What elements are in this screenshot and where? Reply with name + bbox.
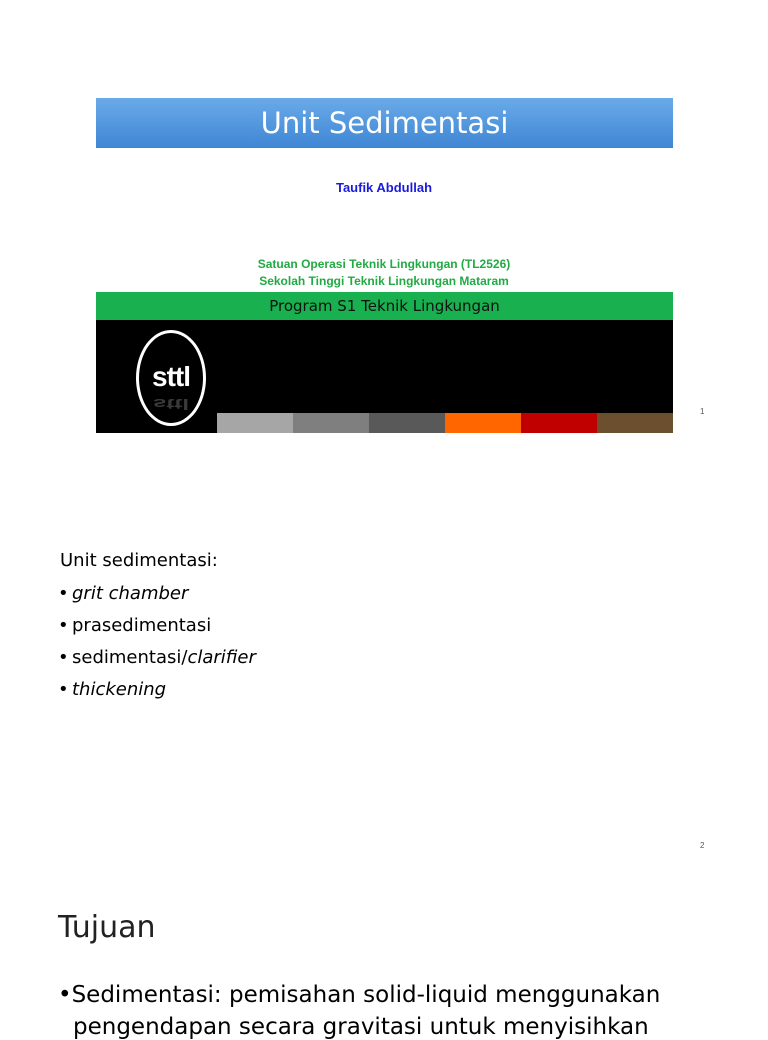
stripe [369, 413, 445, 433]
logo-band [96, 320, 673, 433]
slide-title: Unit Sedimentasi [260, 106, 509, 140]
bullet-text: prasedimentasi [72, 615, 212, 636]
bullet-icon: • [58, 982, 72, 1008]
bullet-text: sedimentasi/ [72, 647, 188, 668]
course-line-1: Satuan Operasi Teknik Lingkungan (TL2526) [257, 257, 511, 271]
color-stripes [217, 413, 673, 433]
program-label: Program S1 Teknik Lingkungan [269, 297, 500, 315]
course-line-2: Sekolah Tinggi Teknik Lingkungan Mataram [259, 274, 509, 288]
sttl-logo [136, 330, 206, 426]
stripe [293, 413, 369, 433]
program-bar [96, 292, 673, 320]
list-item [58, 678, 256, 710]
stripe [597, 413, 673, 433]
page-number: 2 [700, 841, 705, 850]
bullet-icon: • [58, 679, 69, 700]
slide-1 [0, 0, 768, 440]
bullet-italic-text: thickening [72, 679, 167, 700]
bullet-italic-text: clarifier [187, 647, 256, 668]
bullet-icon: • [58, 615, 69, 636]
stripe [445, 413, 521, 433]
page-number: 1 [700, 407, 705, 416]
list-item [58, 646, 256, 678]
slide-2 [0, 440, 768, 880]
author-name: Taufik Abdullah [335, 180, 433, 195]
logo-reflection: sttl [153, 395, 189, 412]
stripe [217, 413, 293, 433]
bullet-text-continued: pengendapan secara gravitasi untuk menyisihkan [73, 1014, 649, 1040]
logo-text: sttl [152, 361, 190, 392]
bullet-icon: • [58, 583, 69, 604]
list-item [58, 614, 256, 646]
slide-3 [0, 880, 768, 1040]
bullet-italic-text: grit chamber [72, 583, 189, 604]
bullet-list [58, 582, 256, 710]
bullet-icon: • [58, 647, 69, 668]
course-info [0, 256, 768, 290]
list-item [58, 982, 660, 1008]
slide-heading: Unit sedimentasi: [60, 550, 218, 571]
bullet-text: Sedimentasi: pemisahan solid-liquid menggunakan [71, 982, 661, 1008]
stripe [521, 413, 597, 433]
list-item [58, 582, 256, 614]
title-bar [96, 98, 673, 148]
slide-heading: Tujuan [58, 910, 156, 945]
